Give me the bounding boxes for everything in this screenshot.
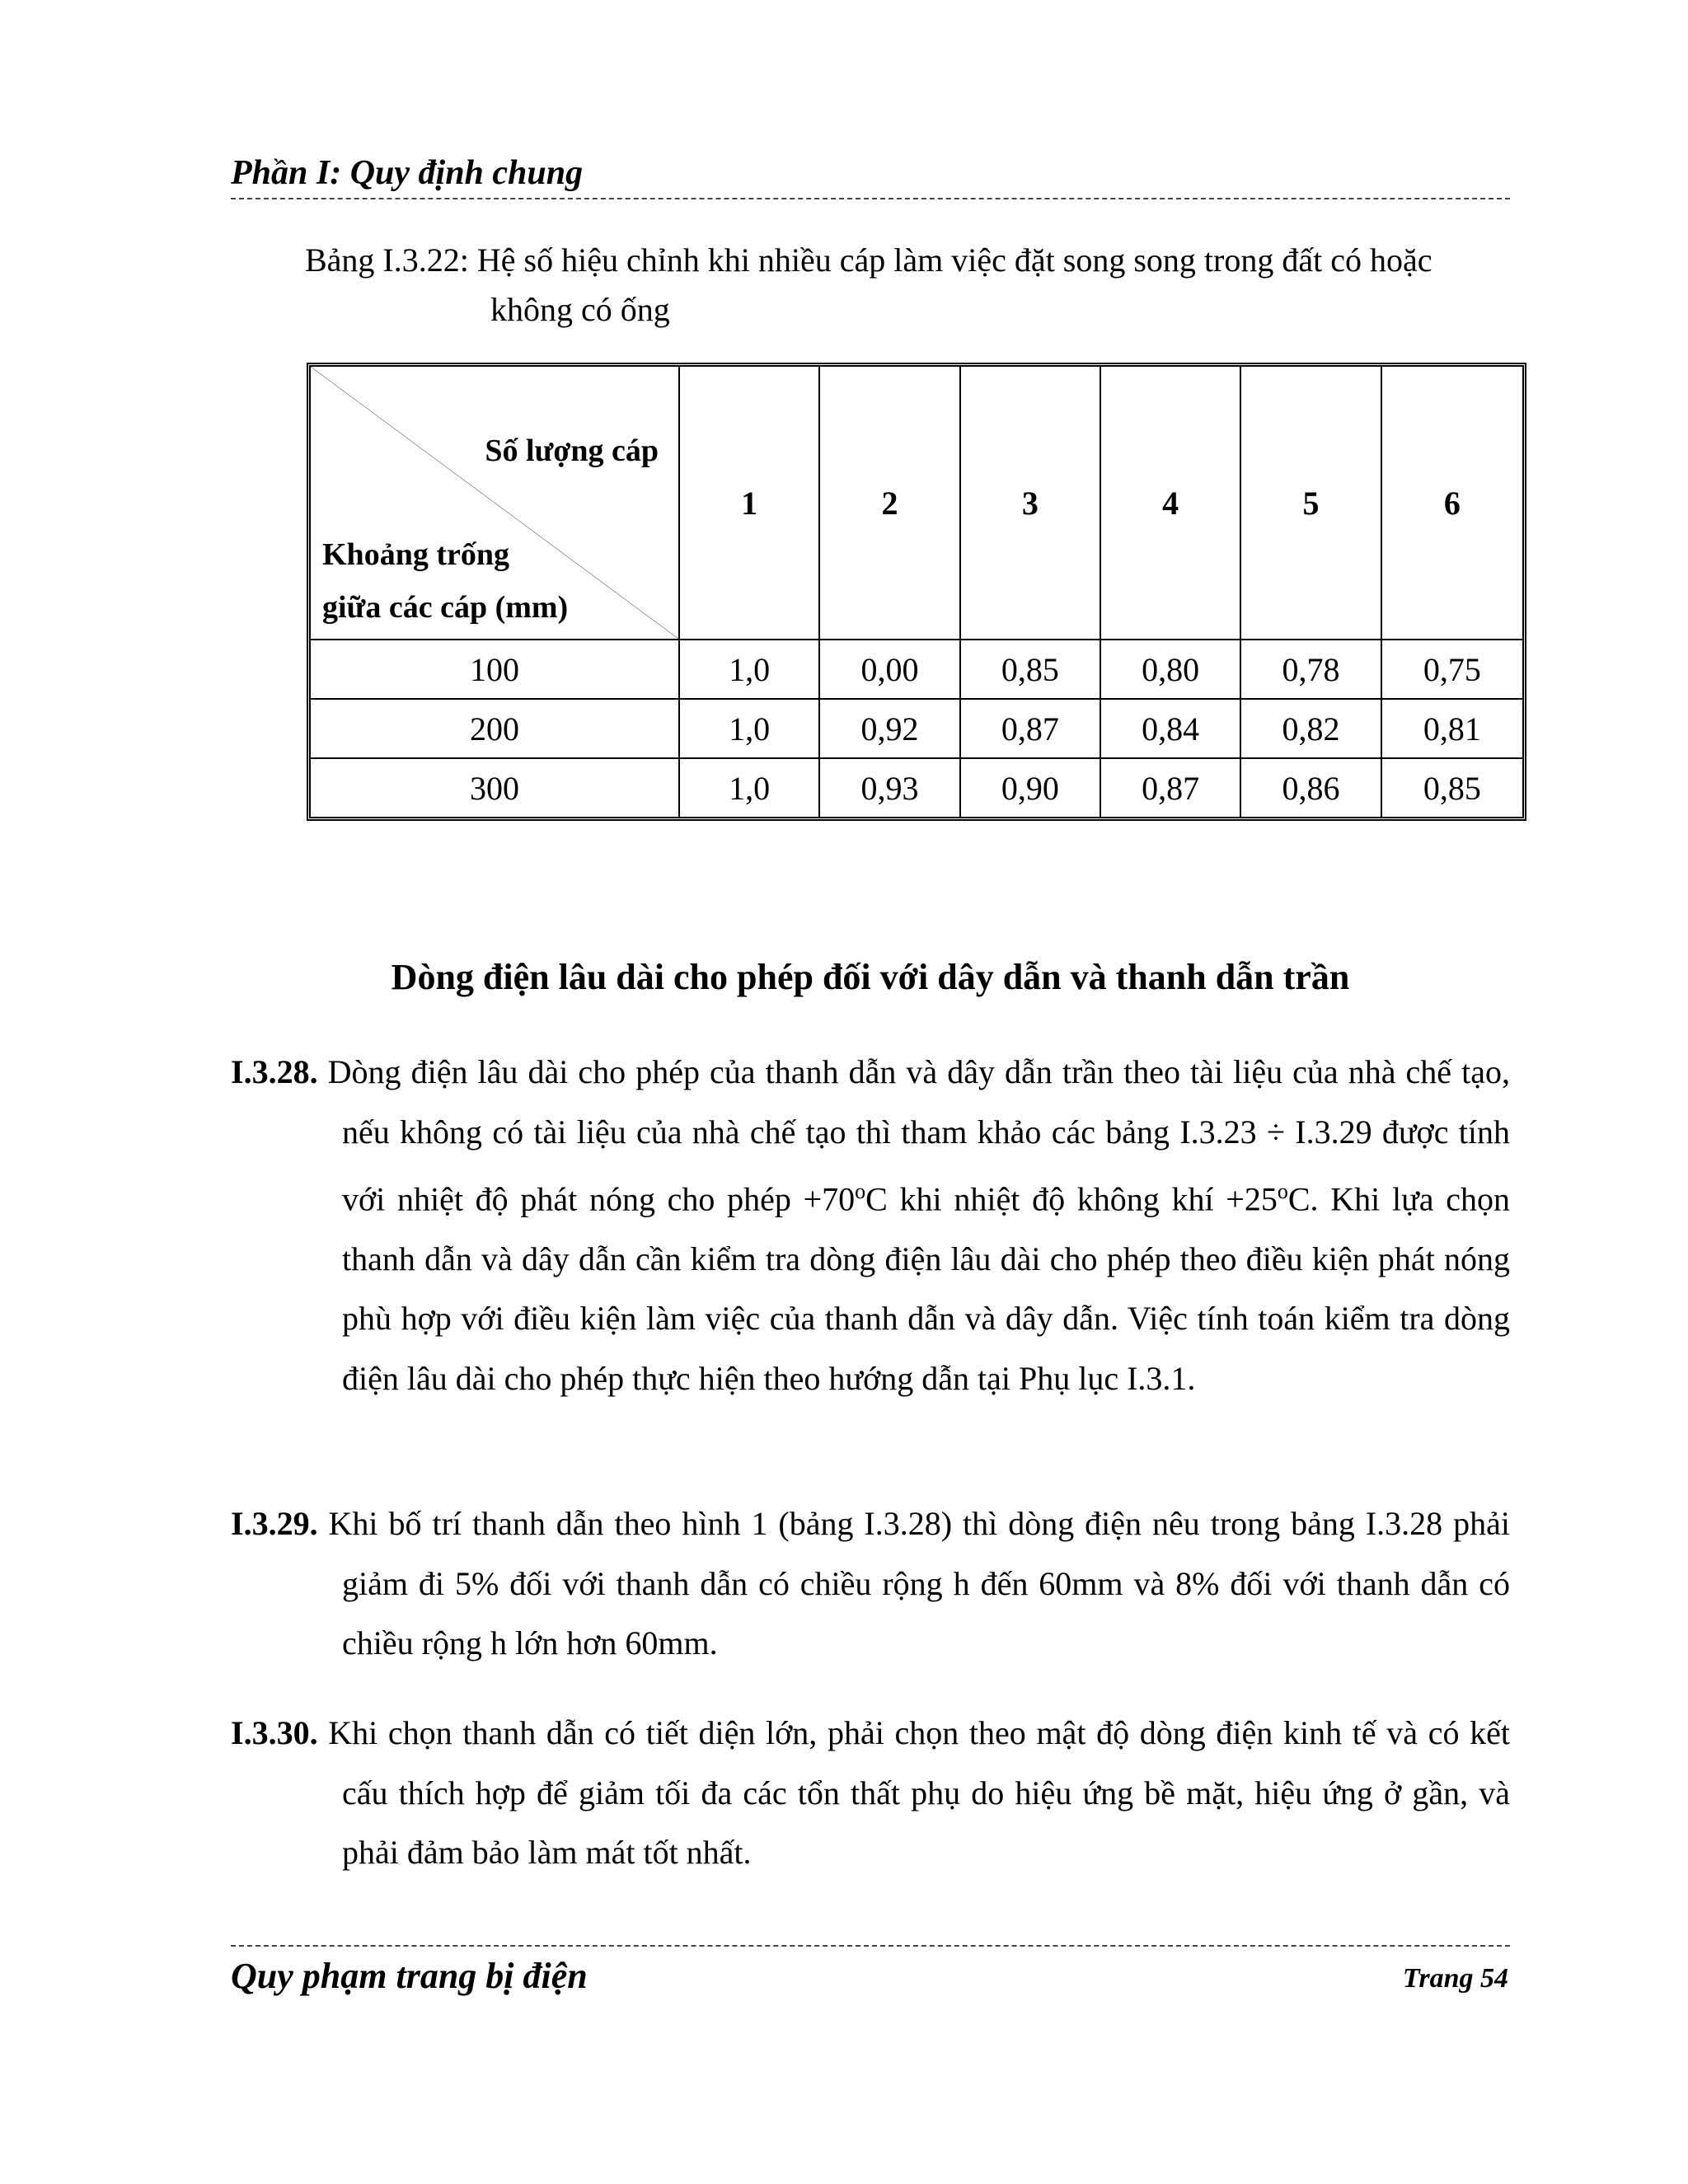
table-cell: 0,87 bbox=[1101, 759, 1241, 817]
table-cell: 0,87 bbox=[961, 700, 1101, 759]
corner-label-spacing-2-bold: giữa các cáp bbox=[322, 590, 488, 625]
paragraph-number: I.3.29. bbox=[231, 1505, 318, 1542]
column-header: 1 bbox=[680, 367, 820, 640]
paragraph-text: Dòng điện lâu dài cho phép của thanh dẫn và dây dẫn trần theo tài liệu của nhà chế tạo, nếu không có tài liệu của nhà chế tạo thì tham khảo các bảng I.3.23 ÷ I.3.29 được tính với nhiệt độ phát nóng cho phép +70 bbox=[317, 1053, 1510, 1218]
table-cell: 0,00 bbox=[820, 640, 960, 700]
paragraph-text: C. Khi lựa chọn thanh dẫn và dây dẫn cần kiểm tra dòng điện lâu dài cho phép theo điều kiện phát nóng phù hợp với điều kiện làm việc của thanh dẫn và dây dẫn. Việc tính toán kiểm tra dòng điện lâu dài cho phép thực hiện theo hướng dẫn tại Phụ lục I.3.1. bbox=[342, 1180, 1510, 1397]
table-cell: 1,0 bbox=[680, 700, 820, 759]
row-spacing-cell: 100 bbox=[311, 640, 680, 700]
degree-superscript: o bbox=[1277, 1179, 1288, 1203]
corner-label-spacing-2 bbox=[322, 589, 568, 626]
table-cell: 0,78 bbox=[1241, 640, 1381, 700]
paragraph-i-3-28 bbox=[231, 1043, 1510, 1408]
column-header: 5 bbox=[1241, 367, 1381, 640]
paragraph-text: Khi bố trí thanh dẫn theo hình 1 (bảng I.3.28) thì dòng điện nêu trong bảng I.3.28 phải giảm đi 5% đối với thanh dẫn có chiều rộng h đến 60mm và 8% đối với thanh dẫn có chiều rộng h lớn hơn 60mm. bbox=[317, 1505, 1510, 1661]
column-header: 2 bbox=[820, 367, 960, 640]
row-spacing-cell: 300 bbox=[311, 759, 680, 817]
table-row bbox=[311, 700, 1522, 759]
table-cell: 0,84 bbox=[1101, 700, 1241, 759]
table-cell: 1,0 bbox=[680, 759, 820, 817]
degree-superscript: o bbox=[855, 1179, 866, 1203]
column-header: 3 bbox=[961, 367, 1101, 640]
header-divider bbox=[231, 198, 1510, 199]
footer-divider bbox=[231, 1945, 1510, 1947]
paragraph-number: I.3.28. bbox=[231, 1053, 318, 1090]
page-header-section: Phần I: Quy định chung bbox=[231, 154, 584, 192]
table-header-row bbox=[311, 367, 1522, 640]
footer-document-title: Quy phạm trang bị điện bbox=[231, 1956, 588, 1996]
row-spacing-cell: 200 bbox=[311, 700, 680, 759]
table-row bbox=[311, 640, 1522, 700]
table-caption bbox=[305, 236, 1512, 335]
paragraph-text: Khi chọn thanh dẫn có tiết diện lớn, phải chọn theo mật độ dòng điện kinh tế và có kết cấu thích hợp để giảm tối đa các tổn thất phụ do hiệu ứng bề mặt, hiệu ứng ở gần, và phải đảm bảo làm mát tốt nhất. bbox=[317, 1714, 1510, 1871]
table-cell: 0,85 bbox=[961, 640, 1101, 700]
table-cell: 0,81 bbox=[1382, 700, 1522, 759]
paragraph-number: I.3.30. bbox=[231, 1714, 318, 1751]
column-header: 4 bbox=[1101, 367, 1241, 640]
table-cell: 0,82 bbox=[1241, 700, 1381, 759]
column-header: 6 bbox=[1382, 367, 1522, 640]
table-cell: 0,92 bbox=[820, 700, 960, 759]
table-cell: 1,0 bbox=[680, 640, 820, 700]
table-cell: 0,75 bbox=[1382, 640, 1522, 700]
table-cell: 0,93 bbox=[820, 759, 960, 817]
table-row bbox=[311, 759, 1522, 817]
corner-label-spacing-1: Khoảng trống bbox=[322, 537, 509, 572]
table-cell: 0,80 bbox=[1101, 640, 1241, 700]
table-caption-line2: không có ống bbox=[490, 291, 670, 328]
paragraph-i-3-30 bbox=[231, 1704, 1510, 1883]
corner-label-cable-count: Số lượng cáp bbox=[485, 434, 659, 468]
paragraph-text: C khi nhiệt độ không khí +25 bbox=[865, 1180, 1278, 1218]
table-cell: 0,86 bbox=[1241, 759, 1381, 817]
section-title: Dòng điện lâu dài cho phép đối với dây dẫn và thanh dẫn trần bbox=[391, 957, 1350, 997]
footer-page-number: Trang 54 bbox=[1402, 1963, 1508, 1994]
table-cell: 0,90 bbox=[961, 759, 1101, 817]
table-cell: 0,85 bbox=[1423, 769, 1481, 807]
corner-label-unit: (mm) bbox=[487, 590, 569, 625]
correction-factor-table bbox=[307, 363, 1526, 821]
table-caption-line1: Bảng I.3.22: Hệ số hiệu chỉnh khi nhiều cáp làm việc đặt song song trong đất có hoặc bbox=[305, 241, 1432, 279]
paragraph-i-3-29 bbox=[231, 1494, 1510, 1674]
table-corner-cell bbox=[311, 367, 680, 640]
